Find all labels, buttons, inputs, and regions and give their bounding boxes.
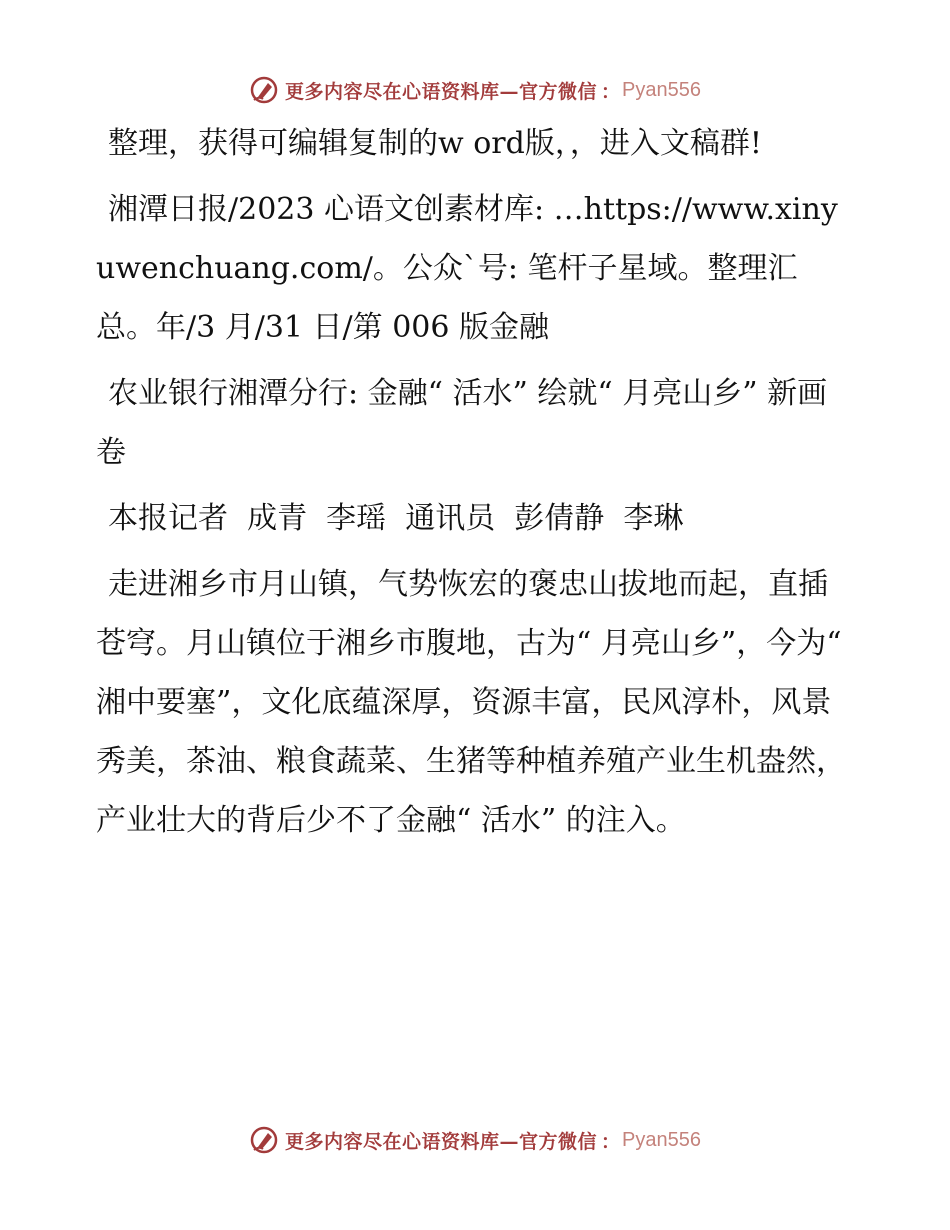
document-body (96, 114, 856, 857)
article-title: 农业银行湘潭分行: 金融“ 活水” 绘就“ 月亮山乡” 新画卷 (96, 376, 828, 470)
wechat-id: Pyan556 (622, 1128, 701, 1151)
banner-text: 更多内容尽在心语资料库—官方微信 (285, 1130, 598, 1153)
body-paragraph: 走进湘乡市月山镇，气势恢宏的褒忠山拔地而起，直插苍穹。月山镇位于湘乡市腹地，古为“ 月亮山乡”，今为“ 湘中要塞”，文化底蕴深厚，资源丰富，民风淳朴，风景秀美，茶油、粮食蔬菜、生猪等种植养殖产业生机盎然，产业壮大的背后少不了金融“ 活水” 的注入。 (96, 567, 852, 838)
source-paragraph: 湘潭日报/2023 心语文创素材库: …https://www.xinyuwenchuang.com/。公众`号: 笔杆子星域。整理汇总。年/3 月/31 日/第 006 版金融 (96, 192, 838, 345)
banner-separator: ： (601, 80, 621, 103)
pen-nib-circle-icon (249, 1125, 279, 1155)
byline: 本报记者 成青 李瑶 通讯员 彭倩静 李琳 (108, 501, 684, 536)
intro-paragraph: 整理，获得可编辑复制的w ord版，，进入文稿群! (108, 126, 762, 161)
footer-banner (0, 1120, 950, 1160)
banner-separator: ： (601, 1130, 621, 1153)
pen-nib-circle-icon (249, 75, 279, 105)
banner-text: 更多内容尽在心语资料库—官方微信 (285, 80, 598, 103)
header-banner (0, 70, 950, 110)
wechat-id: Pyan556 (622, 78, 701, 101)
